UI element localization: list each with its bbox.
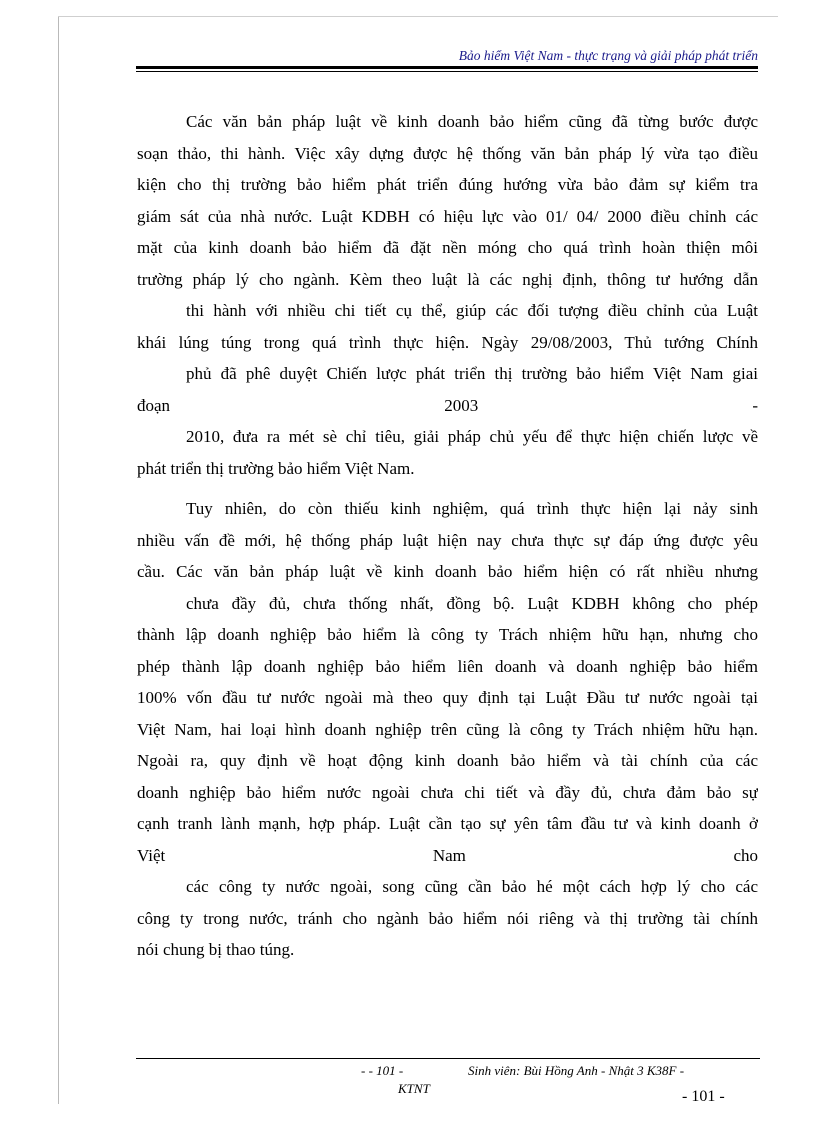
text-line: cầu. Các văn bản pháp luật về kinh doanh bảo hiểm hiện có rất nhiều nhưng: [137, 562, 758, 581]
text-line-spread: [137, 840, 758, 872]
text-line: phát triển thị trường bảo hiểm Việt Nam.: [137, 458, 415, 478]
text-line: 2010, đưa ra mét sè chỉ tiêu, giải pháp chủ yếu để thực hiện chiến lược về: [186, 427, 758, 446]
text-line: Ngoài ra, quy định về hoạt động kinh doanh bảo hiểm và tài chính của các: [137, 751, 758, 770]
footer-rule: [136, 1058, 760, 1059]
paragraph-gap: [137, 484, 758, 493]
page-border-top: [58, 16, 778, 17]
header-rule-thick: [136, 66, 758, 69]
text-line: phép thành lập doanh nghiệp bảo hiểm liên doanh và doanh nghiệp bảo hiểm: [137, 656, 758, 676]
footer-page-marker: - - 101 -: [361, 1063, 404, 1078]
text-line: thi hành với nhiều chi tiết cụ thể, giúp các đối tượng điều chỉnh của Luật: [186, 301, 758, 320]
text-line: nói chung bị thao túng.: [137, 940, 295, 959]
spread-word: -: [752, 395, 758, 415]
text-line: Các văn bản pháp luật về kinh doanh bảo hiểm cũng đã từng bước được: [186, 112, 758, 131]
text-line: công ty trong nước, tránh cho ngành bảo hiểm nói riêng và thị trường tài chính: [137, 908, 758, 928]
page-number: - 101 -: [682, 1088, 725, 1105]
text-line: 100% vốn đầu tư nước ngoài mà theo quy định tại Luật Đầu tư nước ngoài tại: [137, 688, 758, 707]
text-line: giám sát của nhà nước. Luật KDBH có hiệu lực vào 01/ 04/ 2000 điều chỉnh các: [137, 206, 758, 226]
spread-word: Việt: [137, 845, 166, 865]
text-line: chưa đầy đủ, chưa thống nhất, đồng bộ. Luật KDBH không cho phép: [186, 593, 758, 613]
text-line: soạn thảo, thi hành. Việc xây dựng được hệ thống văn bản pháp lý vừa tạo điều: [137, 143, 758, 163]
spread-word: Nam: [432, 845, 466, 865]
text-line: mặt của kinh doanh bảo hiểm đã đặt nền móng cho quá trình hoàn thiện môi: [137, 238, 758, 257]
text-line: trường pháp lý cho ngành. Kèm theo luật là các nghị định, thông tư hướng dẫn: [137, 269, 758, 289]
text-line: khái lúng túng trong quá trình thực hiện. Ngày 29/08/2003, Thủ tướng Chính: [137, 332, 758, 352]
running-header-title: Bảo hiểm Việt Nam - thực trạng và giải pháp phát triển: [458, 48, 758, 63]
document-body: [137, 106, 758, 966]
text-line: kiện cho thị trường bảo hiểm phát triển đúng hướng vừa bảo đảm sự kiểm tra: [137, 175, 758, 194]
text-line: Việt Nam, hai loại hình doanh nghiệp trên cũng là công ty Trách nhiệm hữu hạn.: [137, 719, 758, 739]
footer-student-info: Sinh viên: Bùi Hồng Anh - Nhật 3 K38F -: [468, 1063, 685, 1078]
text-line: phủ đã phê duyệt Chiến lược phát triển thị trường bảo hiểm Việt Nam giai: [186, 364, 758, 383]
text-line: Tuy nhiên, do còn thiếu kinh nghiệm, quá trình thực hiện lại nảy sinh: [186, 499, 758, 518]
text-line: các công ty nước ngoài, song cũng cần bảo hé một cách hợp lý cho các: [186, 877, 758, 896]
footer-student-info-cont: KTNT: [398, 1081, 430, 1096]
spread-word: 2003: [444, 395, 479, 415]
text-line: thành lập doanh nghiệp bảo hiểm là công ty Trách nhiệm hữu hạn, nhưng cho: [137, 625, 758, 644]
text-line-spread: [137, 390, 758, 422]
text-line: doanh nghiệp bảo hiểm nước ngoài chưa chi tiết và đầy đủ, chưa đảm bảo sự: [137, 782, 758, 802]
text-line: nhiều vấn đề mới, hệ thống pháp luật hiện nay chưa thực sự đáp ứng được yêu: [137, 530, 758, 550]
spread-word: đoạn: [137, 395, 171, 415]
paragraph-1: [137, 106, 758, 484]
header-rule-thin: [136, 71, 758, 72]
spread-word: cho: [733, 845, 758, 865]
text-line: cạnh tranh lành mạnh, hợp pháp. Luật cần tạo sự yên tâm đầu tư và kinh doanh ở: [137, 814, 758, 833]
page-border-left: [58, 16, 59, 1104]
paragraph-2: [137, 493, 758, 966]
